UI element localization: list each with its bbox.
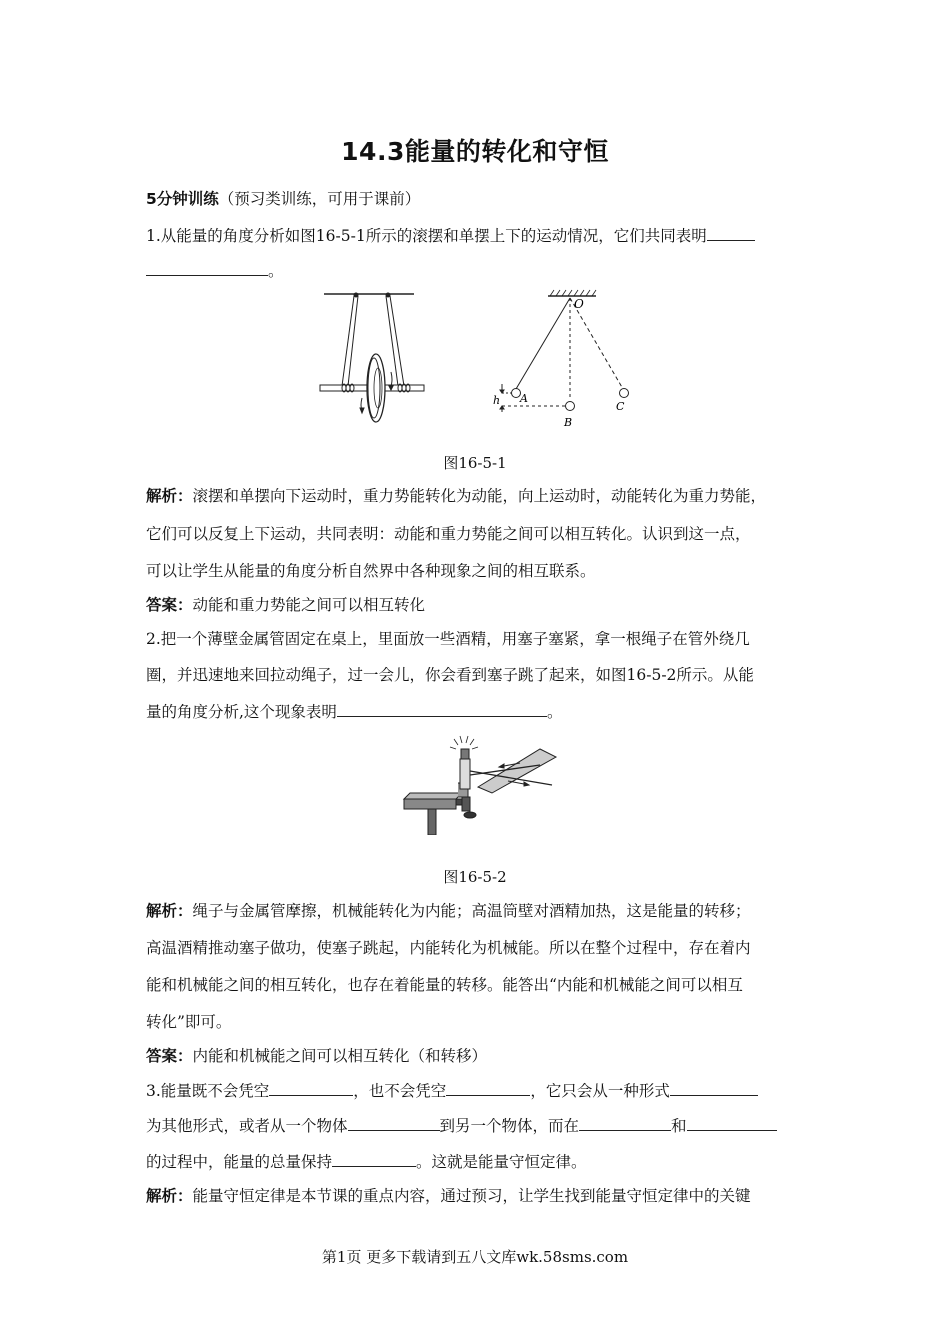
answer-text: 内能和机械能之间可以相互转化（和转移） <box>192 1047 488 1065</box>
q3-blank-6[interactable] <box>687 1116 777 1131</box>
q3-blank-3[interactable] <box>670 1081 758 1096</box>
analysis-label: 解析： <box>146 487 193 505</box>
q2-line2: 圈，并迅速地来回拉动绳子，过一会儿，你会看到塞子跳了起来，如图16-5-2所示。从能 <box>146 666 754 684</box>
figure-caption-2: 图16-5-2 <box>443 868 507 886</box>
label-c: C <box>616 400 625 413</box>
q3-blank-1[interactable] <box>269 1081 353 1096</box>
q3-line3 <box>146 1151 818 1173</box>
q1-line2 <box>146 260 818 282</box>
q2-text: 量的角度分析,这个现象表明 <box>146 703 337 721</box>
analysis-text: 能量守恒定律是本节课的重点内容，通过预习，让学生找到能量守恒定律中的关键 <box>192 1187 751 1205</box>
label-b: B <box>564 416 573 429</box>
q3-analysis-1 <box>146 1185 818 1207</box>
q2-line1: 2.把一个薄壁金属管固定在桌上，里面放一些酒精，用塞子塞紧，拿一根绳子在管外绕几 <box>146 630 750 648</box>
q2-line3 <box>146 701 818 723</box>
section-label: 5分钟训练 <box>146 190 219 208</box>
rolling-pendulum-diagram <box>320 293 424 422</box>
page-title: 14.3能量的转化和守恒 <box>341 137 609 166</box>
section-note: （预习类训练，可用于课前） <box>218 190 421 208</box>
q2-analysis-2: 高温酒精推动塞子做功，使塞子跳起，内能转化为机械能。所以在整个过程中，存在着内 <box>146 939 751 957</box>
q2-analysis-3: 能和机械能之间的相互转化，也存在着能量的转移。能答出“内能和机械能之间可以相互 <box>146 976 743 994</box>
q1-analysis-1 <box>146 485 818 507</box>
figure-16-5-1 <box>316 286 646 436</box>
q3-end: 。 <box>571 1153 587 1171</box>
q3-text: 到另一个物体，而在 <box>439 1117 580 1135</box>
q3-text: 的过程中，能量的总量保持 <box>146 1153 333 1171</box>
label-a: A <box>520 392 528 405</box>
q1-analysis-3: 可以让学生从能量的角度分析自然界中各种现象之间的相互联系。 <box>146 562 596 580</box>
q2-analysis-1 <box>146 900 818 922</box>
label-h: h <box>493 394 501 407</box>
q3-text: 3.能量既不会凭空 <box>146 1082 270 1100</box>
analysis-text: 绳子与金属管摩擦，机械能转化为内能；高温筒壁对酒精加热，这是能量的转移； <box>192 902 751 920</box>
answer-label: 答案： <box>146 596 193 614</box>
q1-line1 <box>146 225 818 247</box>
answer-text: 动能和重力势能之间可以相互转化 <box>192 596 426 614</box>
q3-text: 和 <box>671 1117 687 1135</box>
q3-line2 <box>146 1115 818 1137</box>
analysis-label: 解析： <box>146 1187 193 1205</box>
section-heading <box>146 188 818 210</box>
q1-blank-a[interactable] <box>707 226 755 241</box>
analysis-label: 解析： <box>146 902 193 920</box>
q1-answer <box>146 594 818 616</box>
label-o: O <box>574 297 584 311</box>
q2-blank[interactable] <box>337 702 547 717</box>
q3-text: ，它只会从一种形式 <box>530 1082 670 1100</box>
q3-blank-2[interactable] <box>446 1081 530 1096</box>
answer-label: 答案： <box>146 1047 193 1065</box>
q3-blank-5[interactable] <box>579 1116 671 1131</box>
figure-16-5-2 <box>400 735 560 835</box>
q3-line1 <box>146 1080 818 1102</box>
q3-text: ，也不会凭空 <box>353 1082 447 1100</box>
q1-analysis-2: 它们可以反复上下运动，共同表明：动能和重力势能之间可以相互转化。认识到这一点， <box>146 525 751 543</box>
q3-blank-7[interactable] <box>332 1152 416 1167</box>
q2-end: 。 <box>546 703 563 721</box>
q1-end: 。 <box>268 262 284 280</box>
q3-text: 。这就是能量守恒定律 <box>416 1153 572 1171</box>
figure-caption-1: 图16-5-1 <box>443 454 507 472</box>
analysis-text: 滚摆和单摆向下运动时，重力势能转化为动能，向上运动时，动能转化为重力势能， <box>192 487 767 505</box>
q2-analysis-4: 转化”即可。 <box>146 1013 232 1031</box>
q1-text: 1.从能量的角度分析如图16-5-1所示的滚摆和单摆上下的运动情况，它们共同表明 <box>146 227 707 245</box>
q1-blank-b[interactable] <box>146 261 268 276</box>
q3-text: 为其他形式，或者从一个物体 <box>146 1117 348 1135</box>
q2-answer <box>146 1045 818 1067</box>
q3-blank-4[interactable] <box>348 1116 440 1131</box>
page-footer: 第1页 更多下载请到五八文库wk.58sms.com <box>321 1248 629 1266</box>
